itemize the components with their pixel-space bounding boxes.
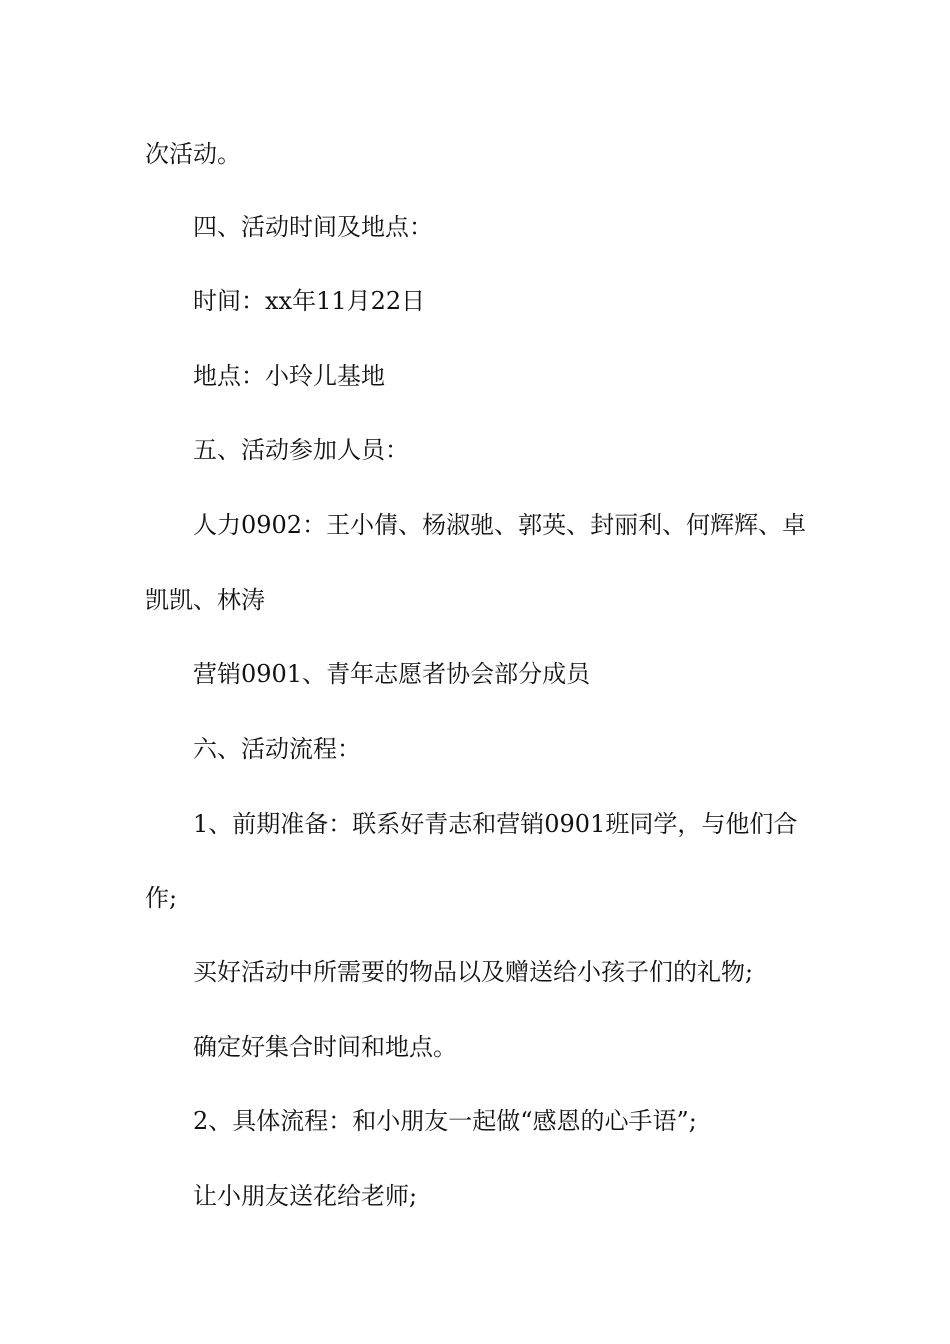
paragraph-assembly: 确定好集合时间和地点。 <box>193 1033 457 1061</box>
paragraph-preparation: 1、前期准备：联系好青志和营销0901班同学，与他们合 <box>193 810 798 838</box>
paragraph-participants-hr-continued: 凯凯、林涛 <box>145 586 265 614</box>
paragraph-participants-hr: 人力0902：王小倩、杨淑驰、郭英、封丽利、何辉辉、卓 <box>193 511 807 539</box>
paragraph-participants-marketing: 营销0901、青年志愿者协会部分成员 <box>193 660 591 688</box>
section-heading-participants: 五、活动参加人员： <box>193 436 409 464</box>
section-heading-process: 六、活动流程： <box>193 735 361 763</box>
section-heading-time-place: 四、活动时间及地点： <box>193 213 433 241</box>
paragraph-place: 地点：小玲儿基地 <box>193 362 385 390</box>
paragraph-specific-process: 2、具体流程：和小朋友一起做“感恩的心手语”; <box>193 1107 697 1135</box>
paragraph-preparation-continued: 作; <box>145 884 178 912</box>
paragraph-flowers: 让小朋友送花给老师; <box>193 1182 418 1210</box>
paragraph-buy-items: 买好活动中所需要的物品以及赠送给小孩子们的礼物; <box>193 958 754 986</box>
paragraph-time: 时间：xx年11月22日 <box>193 287 426 315</box>
paragraph-continuation: 次活动。 <box>145 140 241 168</box>
